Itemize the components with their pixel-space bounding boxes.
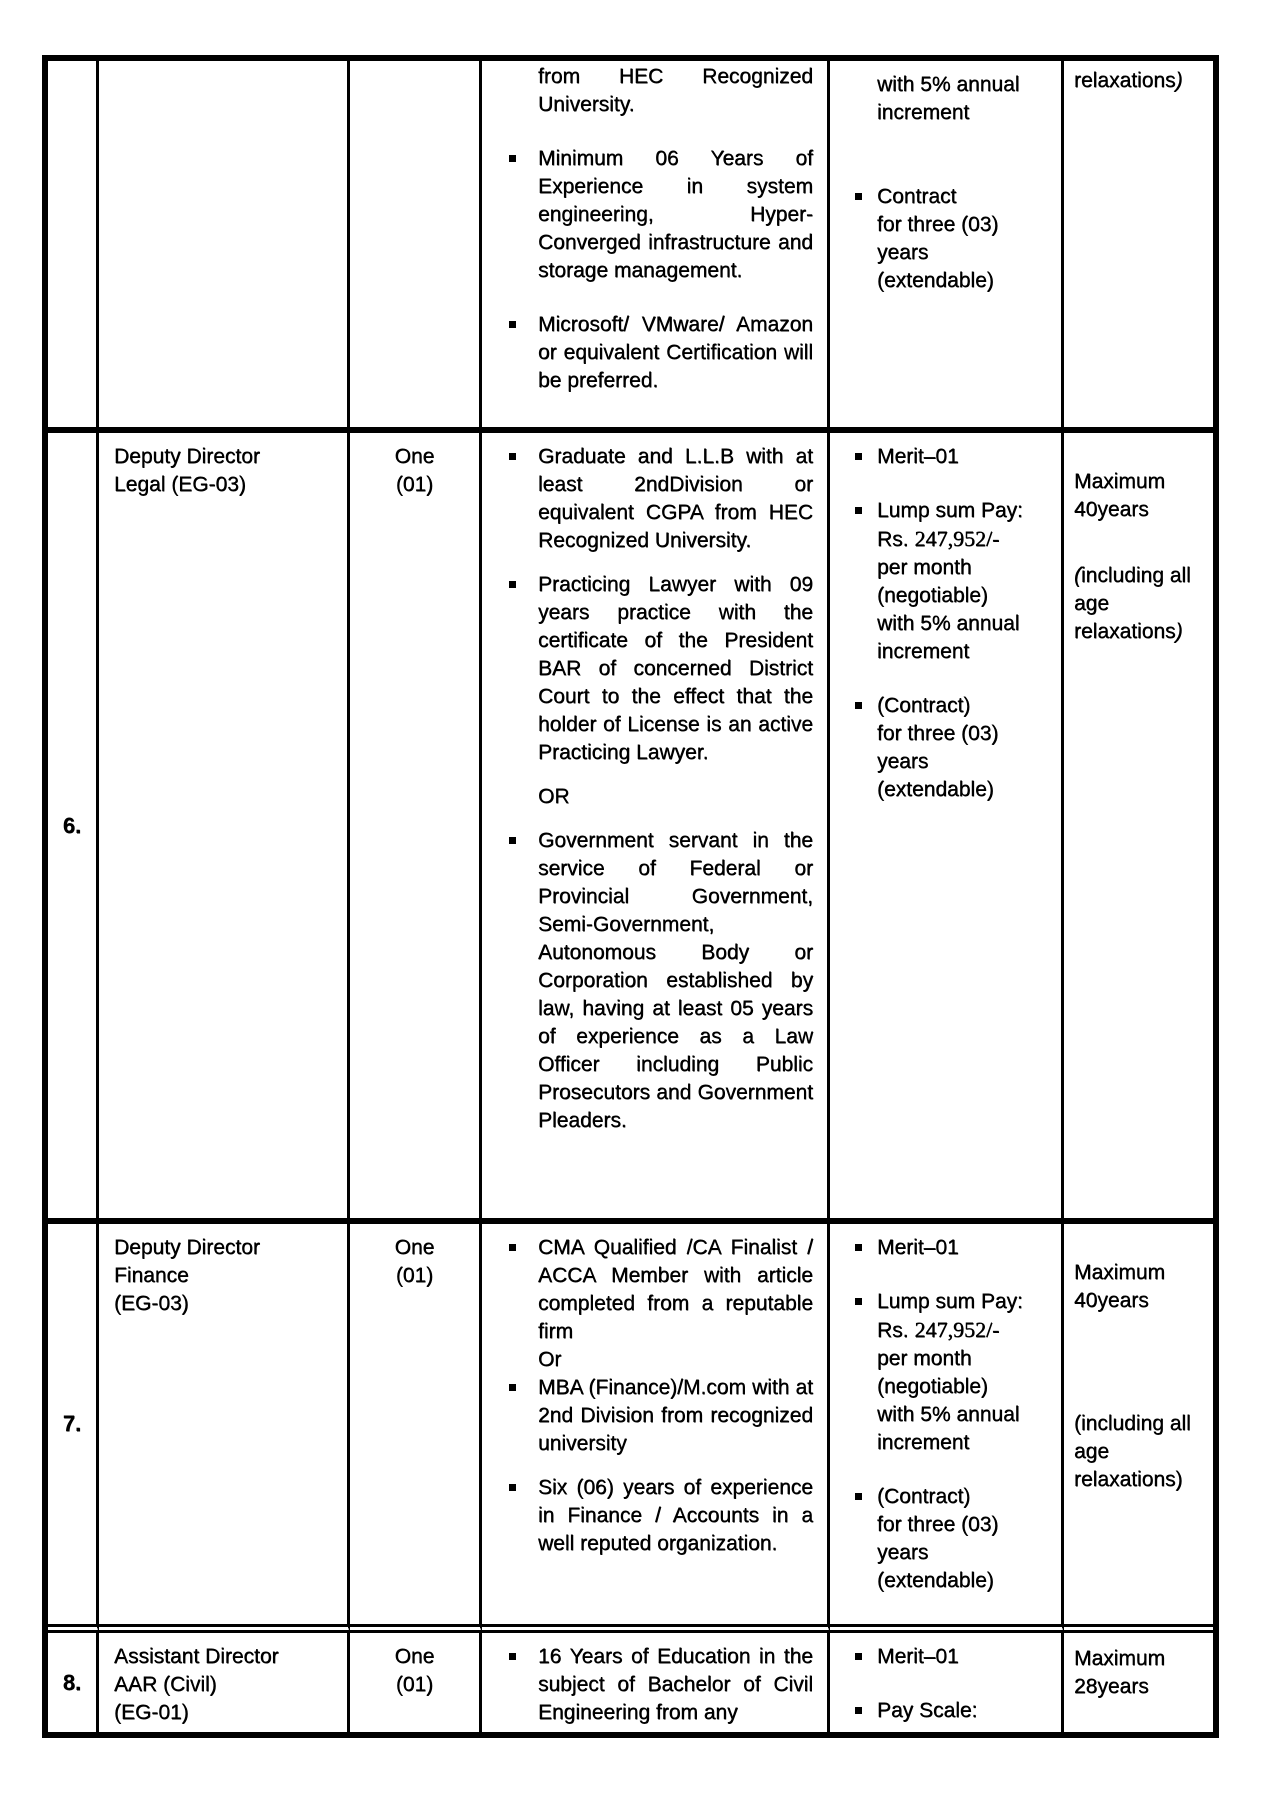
bullet-square-icon [855,507,862,514]
pay-line: per month [877,556,972,579]
row6-age-cell [1064,433,1213,1224]
pay-line: (Contract) [877,694,971,717]
bullet-square-icon [509,321,516,328]
pay-bullet-item [877,1483,1055,1595]
qualification-text: Graduate and L.L.B with at least 2ndDivision or equivalent CGPA from HEC Recognized University. [538,445,813,552]
row8-serial-cell [48,1633,99,1732]
row5-title-cell [99,61,350,433]
pay-line: for three (03) [877,722,999,745]
qualification-bullet-item [538,145,813,285]
age-relaxation-note: (including all age relaxations) [1074,564,1191,643]
qualification-text: Six (06) years of experience in Finance / Accounts in a well reputed organization. [538,1476,813,1555]
pay-line: (Contract) [877,1485,971,1508]
row5-count-cell [350,61,482,433]
bullet-square-icon [855,1653,862,1660]
serial-number: 8. [62,1669,82,1695]
pay-amount: 247,952/- [914,1317,1000,1342]
pay-amount: 247,952/- [914,526,1000,551]
qualification-bullet-item [538,571,813,767]
pay-bullet-item [877,1288,1055,1457]
pay-line: with 5% annual [877,612,1020,635]
qualification-text: CMA Qualified /CA Finalist / ACCA Member with article completed from a reputable firm [538,1236,813,1343]
merit-label: Merit–01 [877,1236,959,1259]
position-title-line: Finance [114,1264,189,1287]
pay-line: with 5% annual [877,73,1020,96]
pay-line: Lump sum Pay: [877,499,1023,522]
pay-bullet-item [877,1697,1055,1725]
age-limit-line: 28years [1074,1675,1149,1698]
post-count-line: (01) [395,473,434,496]
row7-qualification-cell [482,1224,830,1633]
post-count-line: (01) [395,1673,434,1696]
bullet-square-icon [509,1484,516,1491]
age-limit-line: 40years [1074,1289,1149,1312]
qualification-continuation-text: from HEC Recognized University. [538,65,813,116]
bullet-square-icon [509,837,516,844]
age-limit-line: 40years [1074,498,1149,521]
pay-line: (extendable) [877,778,994,801]
pay-bullet-item [877,443,1055,471]
qualification-bullet-item [538,1643,813,1727]
qualification-bullet-item [538,1374,813,1458]
pay-amount-line [877,525,1055,554]
pay-line: (negotiable) [877,1375,988,1398]
qualification-bullet-item [538,1234,813,1346]
pay-line: (extendable) [877,269,994,292]
pay-line: (negotiable) [877,584,988,607]
age-limit-line: Maximum [1074,1261,1166,1284]
row5-serial-cell [48,61,99,433]
pay-line: years [877,1541,929,1564]
post-count-line: One [394,445,435,468]
qualification-bullet-item [538,1474,813,1558]
row5-pay-cell [830,61,1064,433]
or-separator-text: OR [538,785,570,808]
row7-age-cell [1064,1224,1213,1633]
row8-pay-cell [830,1633,1064,1732]
qualification-bullet-item [538,827,813,1135]
currency-label: Rs. [877,1319,909,1342]
position-title-line: (EG-03) [114,1292,189,1315]
pay-continuation-text [877,71,1055,127]
pay-line: for three (03) [877,213,999,236]
position-title-line: Legal (EG-03) [114,473,246,496]
post-count-line: One [394,1236,435,1259]
pay-line: Pay Scale: [877,1699,978,1722]
pay-bullet-item [877,1643,1055,1671]
qualification-bullet-item [538,443,813,555]
position-title-line: Deputy Director [114,1236,260,1259]
pay-line: increment [877,101,970,124]
bullet-square-icon [855,193,862,200]
age-continuation-text: relaxations) [1074,69,1183,92]
row6-pay-cell [830,433,1064,1224]
pay-bullet-item [877,497,1055,666]
pay-bullet-item [877,183,1055,295]
pay-bullet-item [877,692,1055,804]
pay-line: years [877,750,929,773]
bullet-square-icon [855,1244,862,1251]
row8-age-cell [1064,1633,1213,1732]
qualification-text: Practicing Lawyer with 09 years practice with the certificate of the President BAR of concerned District Court to the effect that the holder of License is an active Practicing Lawyer. [538,573,813,764]
post-count-line: (01) [395,1264,434,1287]
bullet-square-icon [509,453,516,460]
position-title-line: (EG-01) [114,1701,189,1724]
pay-amount-line [877,1316,1055,1345]
merit-label: Merit–01 [877,445,959,468]
row6-serial-cell [48,433,99,1224]
pay-line: years [877,241,929,264]
or-separator-text: Or [538,1348,562,1371]
pay-line: (extendable) [877,1569,994,1592]
row5-age-cell [1064,61,1213,433]
qualification-bullet-item [538,311,813,395]
age-relaxation-note: (including all age relaxations) [1074,1412,1191,1491]
row6-title-cell [99,433,350,1224]
qualification-text: MBA (Finance)/M.com with at 2nd Division from recognized university [538,1376,813,1455]
qualification-text: Minimum 06 Years of Experience in system engineering, Hyper-Converged infrastructure and storage management. [538,147,813,282]
row8-title-cell [99,1633,350,1732]
bullet-square-icon [509,1244,516,1251]
pay-line: with 5% annual [877,1403,1020,1426]
position-title-line: Assistant Director [114,1645,279,1668]
qualification-text: Government servant in the service of Federal or Provincial Government, Semi-Government, Autonomous Body or Corporation established by law, having at least 05 years of experience as a Law Officer including Public Prosecutors and Government Pleaders. [538,829,813,1132]
row6-count-cell [350,433,482,1224]
qualification-text: 16 Years of Education in the subject of Bachelor of Civil Engineering from any [538,1645,813,1724]
row8-qualification-cell [482,1633,830,1732]
pay-line: increment [877,640,970,663]
row6-qualification-cell [482,433,830,1224]
row7-title-cell [99,1224,350,1633]
serial-number: 7. [62,1411,82,1436]
bullet-square-icon [855,702,862,709]
age-limit-line: Maximum [1074,1647,1166,1670]
post-count-line: One [394,1645,435,1668]
position-title-line: AAR (Civil) [114,1673,217,1696]
pay-bullet-item [877,1234,1055,1262]
pay-line: Lump sum Pay: [877,1290,1023,1313]
row8-count-cell [350,1633,482,1732]
currency-label: Rs. [877,528,909,551]
pay-line: Contract [877,185,957,208]
age-limit-line: Maximum [1074,470,1166,493]
bullet-square-icon [855,1707,862,1714]
bullet-square-icon [509,155,516,162]
bullet-square-icon [855,1493,862,1500]
row7-pay-cell [830,1224,1064,1633]
pay-line: increment [877,1431,970,1454]
bullet-square-icon [509,1384,516,1391]
row5-qualification-cell [482,61,830,433]
serial-number: 6. [62,812,82,838]
job-advert-table [42,55,1219,1738]
pay-line: per month [877,1347,972,1370]
bullet-square-icon [509,1653,516,1660]
bullet-square-icon [509,581,516,588]
bullet-square-icon [855,1298,862,1305]
row7-serial-cell [48,1224,99,1633]
bullet-square-icon [855,453,862,460]
pay-line: for three (03) [877,1513,999,1536]
qualification-text: Microsoft/ VMware/ Amazon or equivalent Certification will be preferred. [538,313,813,392]
row7-count-cell [350,1224,482,1633]
position-title-line: Deputy Director [114,445,260,468]
merit-label: Merit–01 [877,1645,959,1668]
